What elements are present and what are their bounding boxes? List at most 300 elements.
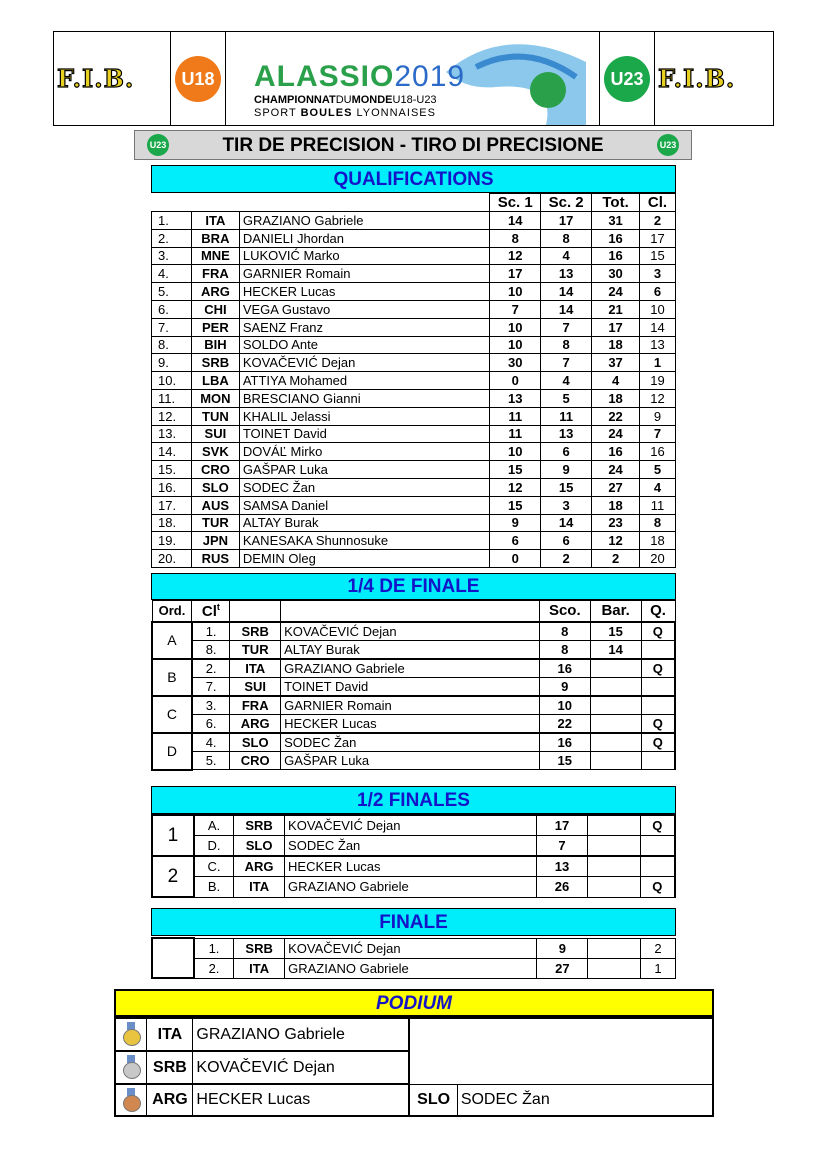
total-cell: 16 bbox=[592, 229, 640, 247]
nation-cell: AUS bbox=[191, 496, 239, 514]
nation-cell: PER bbox=[191, 318, 239, 336]
barrage-cell bbox=[590, 733, 641, 752]
rank-cell: 14. bbox=[152, 443, 192, 461]
score-cell: 22 bbox=[539, 714, 590, 733]
barrage-cell bbox=[590, 714, 641, 733]
nation-cell: ARG bbox=[234, 856, 285, 877]
final-table bbox=[151, 937, 676, 979]
table-row bbox=[152, 659, 675, 678]
player-name-cell: SODEC Žan bbox=[285, 836, 537, 857]
qualified-cell bbox=[640, 856, 675, 877]
barrage-cell bbox=[587, 856, 640, 877]
event-subtitle-2: SPORT BOULES LYONNAISES bbox=[254, 107, 436, 119]
nation-cell: BRA bbox=[191, 229, 239, 247]
table-row bbox=[152, 677, 675, 696]
nation-cell: SVK bbox=[191, 443, 239, 461]
classification-cell: 10 bbox=[640, 300, 676, 318]
page-title: TIR DE PRECISION - TIRO DI PRECISIONE bbox=[222, 135, 604, 156]
table-header-row bbox=[152, 194, 676, 212]
table-row bbox=[152, 958, 676, 978]
final-heading: FINALE bbox=[151, 908, 676, 936]
barrage-cell bbox=[588, 958, 641, 978]
table-row bbox=[152, 696, 675, 715]
quarter-heading: 1/4 DE FINALE bbox=[151, 573, 676, 600]
rank-cell: 9. bbox=[152, 354, 192, 372]
col-ord: Ord. bbox=[152, 601, 192, 622]
title-bar bbox=[134, 130, 692, 160]
barrage-cell bbox=[590, 751, 641, 770]
seed-cell: 7. bbox=[192, 677, 230, 696]
classification-cell: 9 bbox=[640, 407, 676, 425]
score1-cell: 15 bbox=[490, 496, 541, 514]
score-cell: 15 bbox=[539, 751, 590, 770]
boule-icon bbox=[530, 72, 566, 108]
table-row bbox=[152, 496, 676, 514]
player-name-cell: GARNIER Romain bbox=[281, 696, 540, 715]
table-row bbox=[152, 229, 676, 247]
table-row bbox=[152, 247, 676, 265]
podium-name: SODEC Žan bbox=[457, 1084, 713, 1116]
podium-nat: ARG bbox=[147, 1084, 193, 1116]
score1-cell: 0 bbox=[490, 372, 541, 390]
score2-cell: 14 bbox=[541, 283, 592, 301]
event-subtitle-1: CHAMPIONNATDUMONDEU18-U23 bbox=[254, 94, 437, 106]
table-row bbox=[152, 550, 676, 568]
qualified-cell bbox=[641, 640, 675, 659]
score-cell: 9 bbox=[539, 677, 590, 696]
seed-cell: 2. bbox=[194, 958, 234, 978]
qualifications-heading: QUALIFICATIONS bbox=[151, 165, 676, 193]
nation-cell: JPN bbox=[191, 532, 239, 550]
qualified-cell: Q bbox=[641, 733, 675, 752]
nation-cell: ITA bbox=[234, 958, 285, 978]
score-cell: 17 bbox=[537, 815, 588, 836]
final-rank-cell: 1 bbox=[641, 958, 676, 978]
total-cell: 16 bbox=[592, 247, 640, 265]
rank-cell: 10. bbox=[152, 372, 192, 390]
seed-cell: C. bbox=[194, 856, 234, 877]
score1-cell: 10 bbox=[490, 443, 541, 461]
table-row bbox=[152, 389, 676, 407]
col-cl: Cl$^t$ bbox=[192, 601, 230, 622]
table-row bbox=[152, 354, 676, 372]
barrage-cell: 15 bbox=[590, 622, 641, 641]
col-tot: Tot. bbox=[592, 194, 640, 212]
barrage-cell bbox=[590, 696, 641, 715]
col-sc2: Sc. 2 bbox=[541, 194, 592, 212]
nation-cell: MON bbox=[191, 389, 239, 407]
table-row bbox=[152, 856, 675, 877]
score2-cell: 7 bbox=[541, 354, 592, 372]
rank-cell: 1. bbox=[152, 212, 192, 230]
score1-cell: 0 bbox=[490, 550, 541, 568]
classification-cell: 18 bbox=[640, 532, 676, 550]
classification-cell: 8 bbox=[640, 514, 676, 532]
score1-cell: 9 bbox=[490, 514, 541, 532]
score-cell: 8 bbox=[539, 640, 590, 659]
table-row bbox=[152, 938, 676, 958]
table-row bbox=[152, 300, 676, 318]
total-cell: 22 bbox=[592, 407, 640, 425]
table-row bbox=[152, 640, 675, 659]
table-row bbox=[152, 532, 676, 550]
u18-logo-cell bbox=[171, 32, 226, 125]
seed-cell: 6. bbox=[192, 714, 230, 733]
qualified-cell: Q bbox=[641, 714, 675, 733]
score2-cell: 3 bbox=[541, 496, 592, 514]
u23-badge-small: U23 bbox=[657, 134, 679, 156]
qualified-cell: Q bbox=[640, 877, 675, 898]
total-cell: 21 bbox=[592, 300, 640, 318]
classification-cell: 13 bbox=[640, 336, 676, 354]
table-row bbox=[152, 265, 676, 283]
total-cell: 12 bbox=[592, 532, 640, 550]
nation-cell: CRO bbox=[230, 751, 281, 770]
quarter-table bbox=[151, 600, 676, 771]
rank-cell: 5. bbox=[152, 283, 192, 301]
player-name-cell: KOVAČEVIĆ Dejan bbox=[239, 354, 489, 372]
seed-cell: 2. bbox=[192, 659, 230, 678]
u23-badge-small: U23 bbox=[147, 134, 169, 156]
table-row bbox=[152, 836, 675, 857]
player-name-cell: ALTAY Burak bbox=[281, 640, 540, 659]
player-name-cell: ATTIYA Mohamed bbox=[239, 372, 489, 390]
score-cell: 16 bbox=[539, 733, 590, 752]
table-row bbox=[152, 714, 675, 733]
barrage-cell bbox=[587, 836, 640, 857]
score1-cell: 13 bbox=[490, 389, 541, 407]
score1-cell: 30 bbox=[490, 354, 541, 372]
classification-cell: 11 bbox=[640, 496, 676, 514]
player-name-cell: SODEC Žan bbox=[239, 478, 489, 496]
score-cell: 16 bbox=[539, 659, 590, 678]
player-name-cell: DANIELI Jhordan bbox=[239, 229, 489, 247]
score2-cell: 7 bbox=[541, 318, 592, 336]
classification-cell: 14 bbox=[640, 318, 676, 336]
score2-cell: 15 bbox=[541, 478, 592, 496]
score2-cell: 9 bbox=[541, 461, 592, 479]
score1-cell: 10 bbox=[490, 318, 541, 336]
seed-cell: 1. bbox=[194, 938, 234, 958]
barrage-cell bbox=[588, 938, 641, 958]
rank-cell: 7. bbox=[152, 318, 192, 336]
total-cell: 24 bbox=[592, 461, 640, 479]
silver-medal-icon bbox=[122, 1055, 140, 1077]
u23-logo-cell bbox=[600, 32, 655, 125]
classification-cell: 3 bbox=[640, 265, 676, 283]
rank-cell: 6. bbox=[152, 300, 192, 318]
total-cell: 16 bbox=[592, 443, 640, 461]
nation-cell: SUI bbox=[230, 677, 281, 696]
player-name-cell: SODEC Žan bbox=[281, 733, 540, 752]
player-name-cell: KOVAČEVIĆ Dejan bbox=[285, 815, 537, 836]
nation-cell: TUR bbox=[191, 514, 239, 532]
nation-cell: ARG bbox=[230, 714, 281, 733]
table-row bbox=[152, 622, 675, 641]
group-order-cell: C bbox=[152, 696, 192, 733]
score2-cell: 8 bbox=[541, 229, 592, 247]
classification-cell: 5 bbox=[640, 461, 676, 479]
classification-cell: 16 bbox=[640, 443, 676, 461]
nation-cell: SUI bbox=[191, 425, 239, 443]
table-header-row bbox=[152, 601, 675, 622]
nation-cell: TUN bbox=[191, 407, 239, 425]
total-cell: 27 bbox=[592, 478, 640, 496]
score1-cell: 10 bbox=[490, 283, 541, 301]
score-cell: 13 bbox=[537, 856, 588, 877]
player-name-cell: GAŠPAR Luka bbox=[281, 751, 540, 770]
score1-cell: 11 bbox=[490, 407, 541, 425]
u23-badge: U23 bbox=[604, 56, 650, 102]
player-name-cell: GRAZIANO Gabriele bbox=[285, 958, 537, 978]
player-name-cell: GRAZIANO Gabriele bbox=[285, 877, 537, 898]
total-cell: 24 bbox=[592, 425, 640, 443]
final-rank-cell: 2 bbox=[641, 938, 676, 958]
group-order-cell: A bbox=[152, 622, 192, 659]
seed-cell: 3. bbox=[192, 696, 230, 715]
table-row bbox=[152, 461, 676, 479]
classification-cell: 4 bbox=[640, 478, 676, 496]
player-name-cell: TOINET David bbox=[281, 677, 540, 696]
rank-cell: 16. bbox=[152, 478, 192, 496]
qualified-cell: Q bbox=[640, 815, 675, 836]
nation-cell: CRO bbox=[191, 461, 239, 479]
col-cl: Cl. bbox=[640, 194, 676, 212]
total-cell: 18 bbox=[592, 496, 640, 514]
qualifications-table bbox=[151, 193, 676, 568]
score1-cell: 7 bbox=[490, 300, 541, 318]
player-name-cell: VEGA Gustavo bbox=[239, 300, 489, 318]
qualified-cell: Q bbox=[641, 659, 675, 678]
rank-cell: 11. bbox=[152, 389, 192, 407]
score1-cell: 14 bbox=[490, 212, 541, 230]
nation-cell: SRB bbox=[230, 622, 281, 641]
seed-cell: 5. bbox=[192, 751, 230, 770]
nation-cell: TUR bbox=[230, 640, 281, 659]
score1-cell: 8 bbox=[490, 229, 541, 247]
table-row bbox=[152, 514, 676, 532]
player-name-cell: KOVAČEVIĆ Dejan bbox=[285, 938, 537, 958]
score-cell: 8 bbox=[539, 622, 590, 641]
table-row bbox=[152, 443, 676, 461]
score2-cell: 17 bbox=[541, 212, 592, 230]
total-cell: 31 bbox=[592, 212, 640, 230]
podium-nat: SLO bbox=[409, 1084, 457, 1116]
classification-cell: 12 bbox=[640, 389, 676, 407]
classification-cell: 19 bbox=[640, 372, 676, 390]
group-order-cell: 2 bbox=[152, 856, 194, 897]
total-cell: 2 bbox=[592, 550, 640, 568]
rank-cell: 2. bbox=[152, 229, 192, 247]
table-row bbox=[152, 336, 676, 354]
fib-logo-left bbox=[54, 32, 171, 125]
group-order-cell bbox=[152, 938, 194, 978]
player-name-cell: ALTAY Burak bbox=[239, 514, 489, 532]
classification-cell: 17 bbox=[640, 229, 676, 247]
score2-cell: 6 bbox=[541, 443, 592, 461]
score2-cell: 11 bbox=[541, 407, 592, 425]
total-cell: 37 bbox=[592, 354, 640, 372]
fib-logo-text: F.I.B. bbox=[57, 64, 135, 93]
nation-cell: ARG bbox=[191, 283, 239, 301]
nation-cell: ITA bbox=[191, 212, 239, 230]
score2-cell: 14 bbox=[541, 300, 592, 318]
table-row bbox=[152, 733, 675, 752]
podium-nat: SRB bbox=[147, 1051, 193, 1084]
bronze-medal-icon bbox=[122, 1088, 140, 1110]
rank-cell: 4. bbox=[152, 265, 192, 283]
group-order-cell: B bbox=[152, 659, 192, 696]
table-row bbox=[152, 425, 676, 443]
col-sc1: Sc. 1 bbox=[490, 194, 541, 212]
player-name-cell: LUKOVIĆ Marko bbox=[239, 247, 489, 265]
classification-cell: 1 bbox=[640, 354, 676, 372]
rank-cell: 12. bbox=[152, 407, 192, 425]
fib-logo-right bbox=[655, 32, 773, 125]
player-name-cell: SAMSA Daniel bbox=[239, 496, 489, 514]
group-order-cell: 1 bbox=[152, 815, 194, 856]
nation-cell: SLO bbox=[191, 478, 239, 496]
total-cell: 17 bbox=[592, 318, 640, 336]
player-name-cell: SAENZ Franz bbox=[239, 318, 489, 336]
score-cell: 10 bbox=[539, 696, 590, 715]
table-row bbox=[152, 372, 676, 390]
gold-medal-icon bbox=[122, 1022, 140, 1044]
total-cell: 18 bbox=[592, 389, 640, 407]
rank-cell: 8. bbox=[152, 336, 192, 354]
podium-heading: PODIUM bbox=[114, 989, 714, 1017]
qualified-cell bbox=[641, 751, 675, 770]
event-logo bbox=[226, 32, 600, 125]
u18-badge: U18 bbox=[175, 56, 221, 102]
player-name-cell: HECKER Lucas bbox=[281, 714, 540, 733]
col-bar: Bar. bbox=[590, 601, 641, 622]
player-name-cell: GARNIER Romain bbox=[239, 265, 489, 283]
player-name-cell: HECKER Lucas bbox=[239, 283, 489, 301]
seed-cell: 1. bbox=[192, 622, 230, 641]
score-cell: 26 bbox=[537, 877, 588, 898]
nation-cell: BIH bbox=[191, 336, 239, 354]
rank-cell: 19. bbox=[152, 532, 192, 550]
podium-name: HECKER Lucas bbox=[193, 1084, 409, 1116]
nation-cell: RUS bbox=[191, 550, 239, 568]
score1-cell: 10 bbox=[490, 336, 541, 354]
score1-cell: 17 bbox=[490, 265, 541, 283]
event-city: ALASSIO bbox=[254, 60, 395, 93]
player-name-cell: KOVAČEVIĆ Dejan bbox=[281, 622, 540, 641]
barrage-cell bbox=[590, 659, 641, 678]
nation-cell: LBA bbox=[191, 372, 239, 390]
podium-gold-row bbox=[115, 1018, 713, 1051]
nation-cell: ITA bbox=[234, 877, 285, 898]
barrage-cell: 14 bbox=[590, 640, 641, 659]
seed-cell: B. bbox=[194, 877, 234, 898]
score-cell: 7 bbox=[537, 836, 588, 857]
classification-cell: 2 bbox=[640, 212, 676, 230]
total-cell: 18 bbox=[592, 336, 640, 354]
semi-table bbox=[151, 814, 676, 898]
rank-cell: 15. bbox=[152, 461, 192, 479]
podium-nat: ITA bbox=[147, 1018, 193, 1051]
rank-cell: 17. bbox=[152, 496, 192, 514]
score-cell: 27 bbox=[537, 958, 588, 978]
score2-cell: 4 bbox=[541, 372, 592, 390]
table-row bbox=[152, 407, 676, 425]
event-header bbox=[53, 31, 774, 126]
score2-cell: 14 bbox=[541, 514, 592, 532]
nation-cell: MNE bbox=[191, 247, 239, 265]
score2-cell: 4 bbox=[541, 247, 592, 265]
semi-heading: 1/2 FINALES bbox=[151, 786, 676, 814]
rank-cell: 3. bbox=[152, 247, 192, 265]
rank-cell: 18. bbox=[152, 514, 192, 532]
seed-cell: 8. bbox=[192, 640, 230, 659]
total-cell: 24 bbox=[592, 283, 640, 301]
rank-cell: 13. bbox=[152, 425, 192, 443]
player-name-cell: BRESCIANO Gianni bbox=[239, 389, 489, 407]
table-row bbox=[152, 751, 675, 770]
nation-cell: SLO bbox=[234, 836, 285, 857]
score1-cell: 15 bbox=[490, 461, 541, 479]
table-row bbox=[152, 318, 676, 336]
classification-cell: 7 bbox=[640, 425, 676, 443]
qualified-cell bbox=[641, 677, 675, 696]
table-row bbox=[152, 815, 675, 836]
podium-name: KOVAČEVIĆ Dejan bbox=[193, 1051, 409, 1084]
classification-cell: 6 bbox=[640, 283, 676, 301]
score2-cell: 13 bbox=[541, 265, 592, 283]
score2-cell: 5 bbox=[541, 389, 592, 407]
nation-cell: SRB bbox=[191, 354, 239, 372]
player-name-cell: GRAZIANO Gabriele bbox=[239, 212, 489, 230]
player-name-cell: DEMIN Oleg bbox=[239, 550, 489, 568]
classification-cell: 15 bbox=[640, 247, 676, 265]
player-name-cell: GRAZIANO Gabriele bbox=[281, 659, 540, 678]
score2-cell: 8 bbox=[541, 336, 592, 354]
classification-cell: 20 bbox=[640, 550, 676, 568]
table-row bbox=[152, 877, 675, 898]
nation-cell: FRA bbox=[191, 265, 239, 283]
barrage-cell bbox=[587, 877, 640, 898]
score1-cell: 12 bbox=[490, 478, 541, 496]
group-order-cell: D bbox=[152, 733, 192, 770]
nation-cell: CHI bbox=[191, 300, 239, 318]
total-cell: 4 bbox=[592, 372, 640, 390]
podium-name: GRAZIANO Gabriele bbox=[193, 1018, 409, 1051]
table-row bbox=[152, 283, 676, 301]
score-cell: 9 bbox=[537, 938, 588, 958]
barrage-cell bbox=[590, 677, 641, 696]
score1-cell: 11 bbox=[490, 425, 541, 443]
total-cell: 23 bbox=[592, 514, 640, 532]
score2-cell: 6 bbox=[541, 532, 592, 550]
col-sco: Sco. bbox=[539, 601, 590, 622]
nation-cell: ITA bbox=[230, 659, 281, 678]
podium-table bbox=[114, 1017, 714, 1117]
player-name-cell: KANESAKA Shunnosuke bbox=[239, 532, 489, 550]
score2-cell: 13 bbox=[541, 425, 592, 443]
fib-logo-text: F.I.B. bbox=[658, 64, 736, 93]
score1-cell: 6 bbox=[490, 532, 541, 550]
player-name-cell: HECKER Lucas bbox=[285, 856, 537, 877]
score1-cell: 12 bbox=[490, 247, 541, 265]
barrage-cell bbox=[587, 815, 640, 836]
score2-cell: 2 bbox=[541, 550, 592, 568]
qualified-cell bbox=[641, 696, 675, 715]
nation-cell: SRB bbox=[234, 938, 285, 958]
seed-cell: 4. bbox=[192, 733, 230, 752]
nation-cell: FRA bbox=[230, 696, 281, 715]
